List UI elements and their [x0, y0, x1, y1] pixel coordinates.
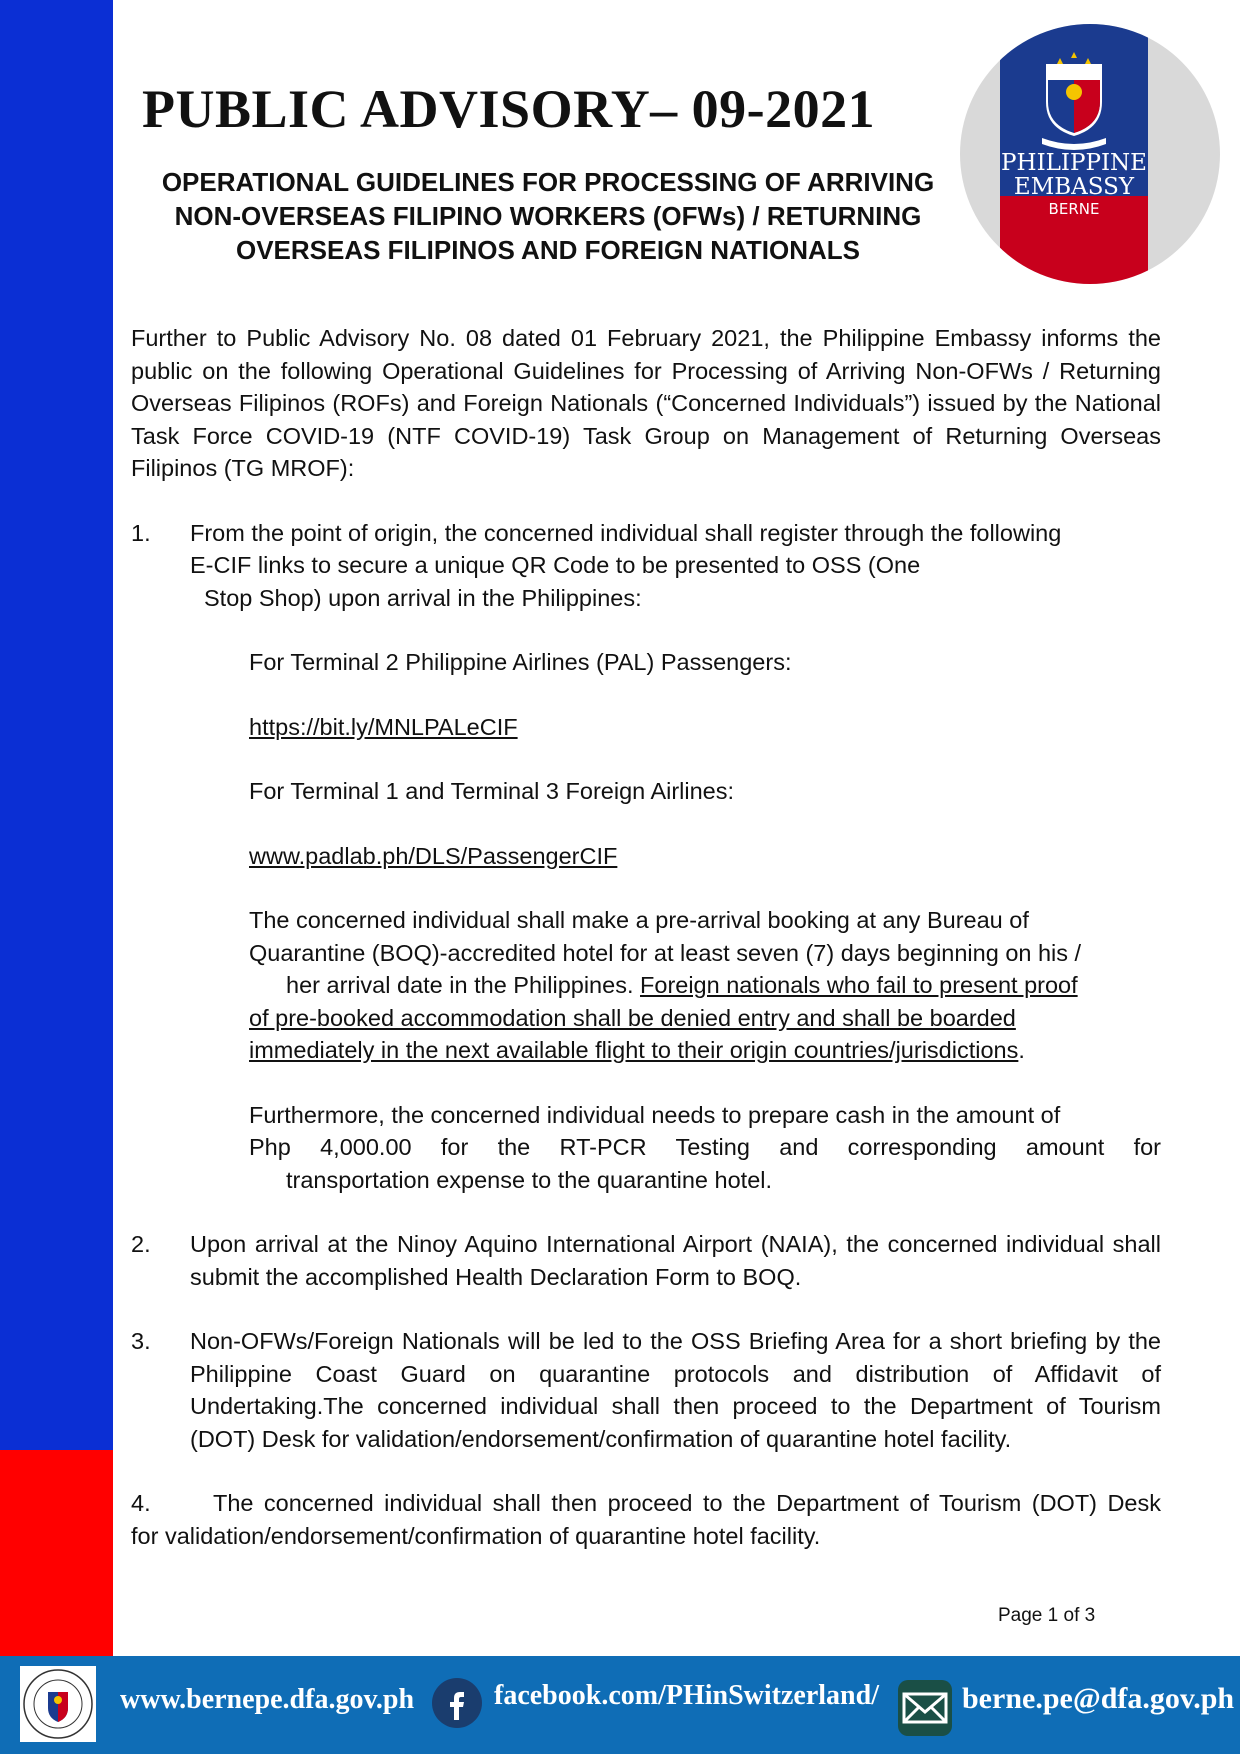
footer-bar — [0, 1656, 1240, 1754]
item-number: 1. — [131, 519, 151, 546]
side-bar-red — [0, 1450, 113, 1656]
item1-line1: From the point of origin, the concerned individual shall register through the following — [190, 519, 1062, 546]
logo-line2: EMBASSY — [1013, 174, 1135, 200]
foreign-airlines-label: For Terminal 1 and Terminal 3 Foreign Airlines: — [249, 778, 735, 804]
page-number: Page 1 of 3 — [998, 1605, 1096, 1626]
item1-line2: E-CIF links to secure a unique QR Code to be presented to OSS (One — [190, 552, 921, 578]
cash-paragraph — [249, 1099, 1161, 1197]
list-item-2 — [131, 1228, 1161, 1293]
cash-line3: transportation expense to the quarantine hotel. — [286, 1166, 773, 1193]
item3-text: Non-OFWs/Foreign Nationals will be led to the OSS Briefing Area for a short briefing by the Philippine Coast Guard on quarantine protocols and distribution of Affidavit of Undertaking.The concerned individual shall then proceed to the Department of Tourism (DOT) Desk for validation/endorsement/confirmation of quarantine hotel facility. — [190, 1328, 1161, 1452]
booking-line3: her arrival date in the Philippines. — [286, 972, 634, 998]
item2-text: Upon arrival at the Ninoy Aquino International Airport (NAIA), the concerned individual shall submit the accomplished Health Declaration Form to BOQ. — [190, 1231, 1161, 1290]
booking-warning-1: Foreign nationals who fail to present proof — [640, 972, 1078, 998]
facebook-icon[interactable] — [432, 1678, 482, 1728]
footer-email[interactable]: berne.pe@dfa.gov.ph — [962, 1682, 1235, 1715]
item4-line2: for validation/endorsement/confirmation of quarantine hotel facility. — [131, 1522, 821, 1549]
cash-line1: Furthermore, the concerned individual needs to prepare cash in the amount of — [249, 1101, 1061, 1128]
dfa-seal-icon — [20, 1666, 96, 1742]
list-item-4 — [131, 1487, 1161, 1552]
booking-paragraph: The concerned individual shall make a pre-arrival booking at any Bureau of Quarantine (BOQ)-accredited hotel for at least seven (7) days beginning on his / her arrival date in the Philippines. Foreign nationals who fail to present proof of pre-booked accommodation shall be denied entry and shall be boarded immediately in the next available flight to their origin countries/jurisdictions. — [249, 904, 1161, 1067]
intro-paragraph: Further to Public Advisory No. 08 dated 01 February 2021, the Philippine Embassy informs the public on the following Operational Guidelines for Processing of Arriving Non-OFWs / Returning Overseas Filipinos (ROFs) and Foreign Nationals (“Concerned Individuals”) issued by the National Task Force COVID-19 (NTF COVID-19) Task Group on Management of Returning Overseas Filipinos (TG MROF): — [131, 325, 1161, 481]
booking-line2: Quarantine (BOQ)-accredited hotel for at least seven (7) days beginning on his / — [249, 939, 1082, 966]
advisory-title: PUBLIC ADVISORY– 09-2021 — [142, 79, 876, 139]
advisory-subtitle: OPERATIONAL GUIDELINES FOR PROCESSING OF ARRIVING NON-OVERSEAS FILIPINO WORKERS (OFWs) / RETURNING OVERSEAS FILIPINOS AND FOREIGN NATIONALS — [161, 167, 935, 265]
cash-line2: Php 4,000.00 for the RT-PCR Testing and corresponding amount for — [249, 1134, 1161, 1160]
email-icon[interactable] — [898, 1680, 952, 1736]
list-item-3 — [131, 1325, 1161, 1455]
pal-ecif-link[interactable]: https://bit.ly/MNLPALeCIF — [249, 713, 518, 740]
footer-website[interactable]: www.bernepe.dfa.gov.ph — [120, 1684, 415, 1715]
item1-details — [249, 646, 1161, 1196]
advisory-body — [131, 322, 1161, 1552]
booking-warning-2: of pre-booked accommodation shall be denied entry and shall be boarded — [249, 1004, 1016, 1031]
footer-facebook[interactable]: facebook.com/PHinSwitzerland/ — [494, 1680, 879, 1711]
item4-line1: The concerned individual shall then proceed to the Department of Tourism (DOT) Desk — [212, 1490, 1162, 1516]
item-number: 3. — [131, 1328, 151, 1354]
item-number: 4. — [131, 1490, 151, 1516]
pal-label: For Terminal 2 Philippine Airlines (PAL) Passengers: — [249, 649, 792, 675]
foreign-ecif-link[interactable]: www.padlab.ph/DLS/PassengerCIF — [249, 842, 618, 869]
logo-line3: BERNE — [1048, 200, 1100, 218]
side-bar-blue — [0, 0, 113, 1450]
booking-line1: The concerned individual shall make a pre-arrival booking at any Bureau of — [249, 907, 1029, 933]
booking-warning-3: immediately in the next available flight to their origin countries/jurisdictions — [249, 1037, 1019, 1063]
item1-line3: Stop Shop) upon arrival in the Philippines: — [204, 584, 642, 611]
logo-line1: PHILIPPINE — [1001, 150, 1147, 176]
list-item-1 — [131, 517, 1161, 615]
item-number: 2. — [131, 1231, 151, 1257]
embassy-logo — [960, 24, 1220, 284]
